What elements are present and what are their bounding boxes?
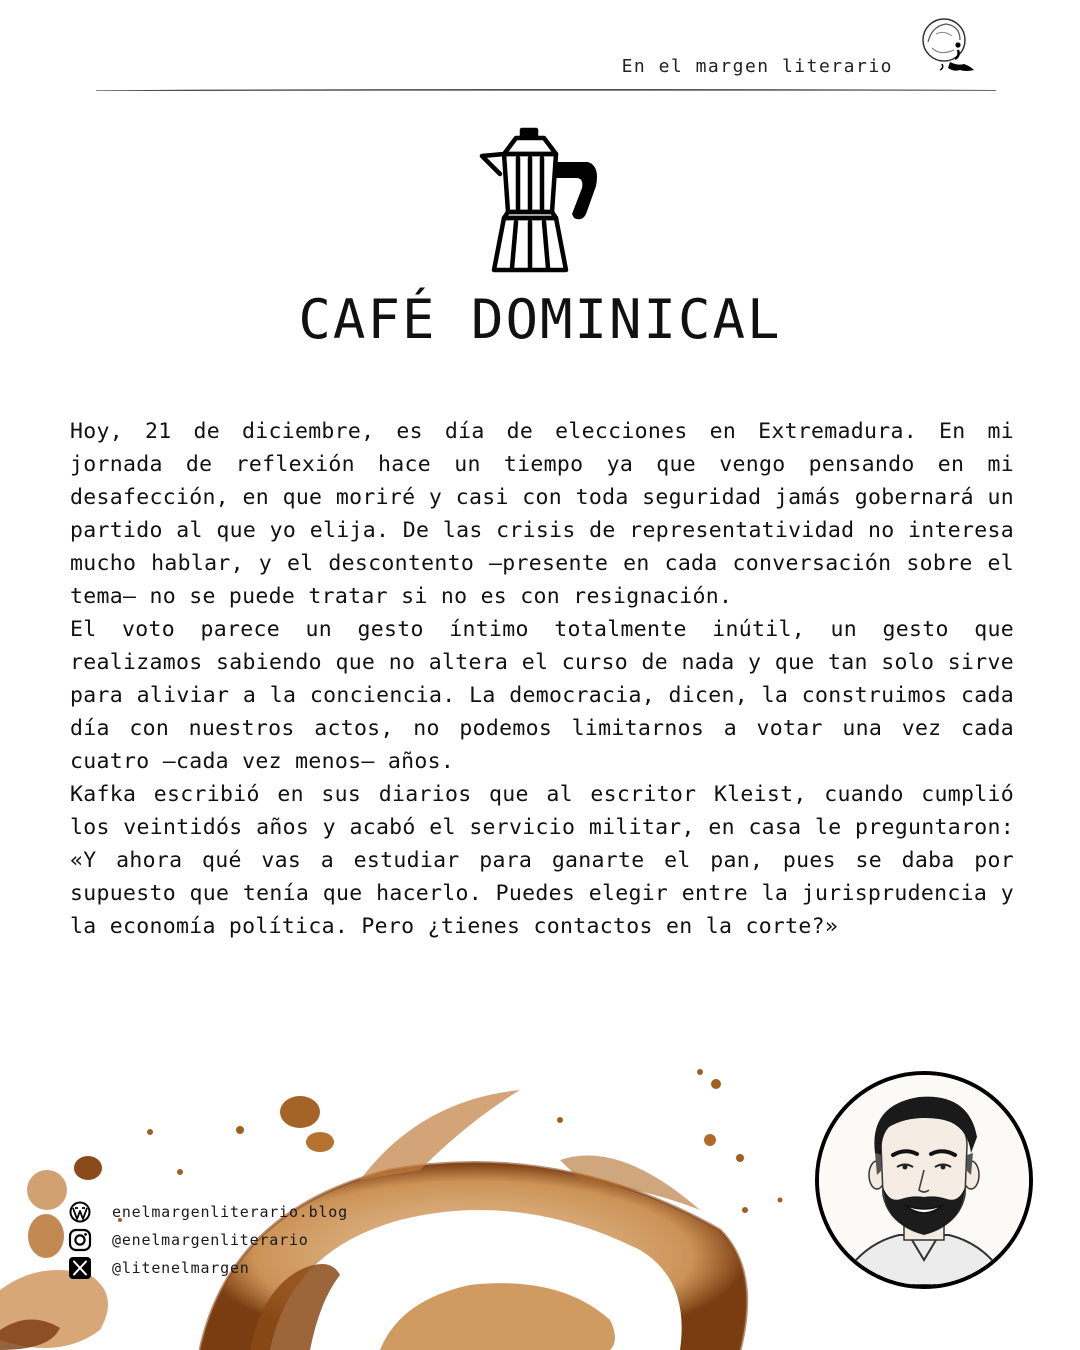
instagram-icon [68,1228,92,1252]
moka-pot-icon [478,126,604,280]
paragraph-3: Kafka escribió en sus diarios que al escritor Kleist, cuando cumplió los veintidós años y acabó el servicio militar, en casa le preguntaron: «Y ahora qué vas a estudiar para ganarte el pan, pues se daba por supuesto que tenía que hacerlo. Puedes elegir entre la jurisprudencia y la economía política. Pero ¿tienes contactos en la corte?» [70,782,1014,939]
social-label-x: @litenelmargen [112,1259,250,1277]
social-row-wordpress[interactable] [68,1198,348,1226]
wordpress-icon [68,1200,92,1224]
x-icon [68,1256,92,1280]
social-row-x[interactable] [68,1254,348,1282]
social-label-wordpress: enelmargenliterario.blog [112,1203,348,1221]
paragraph-2: El voto parece un gesto íntimo totalmente inútil, un gesto que realizamos sabiendo que no altera el curso de nada y que tan solo sirve para aliviar a la conciencia. La democracia, dicen, la construimos cada día con nuestros actos, no podemos limitarnos a votar una vez cada cuatro —cada vez menos— años. [70,617,1014,774]
author-portrait-icon [819,1075,1029,1285]
social-row-instagram[interactable] [68,1226,348,1254]
social-label-instagram: @enelmargenliterario [112,1231,309,1249]
article-body [70,415,1014,943]
page-title: CAFÉ DOMINICAL [298,288,782,351]
header-divider [96,88,996,92]
social-links [68,1198,348,1282]
header-brand: En el margen literario [621,56,893,77]
paragraph-1: Hoy, 21 de diciembre, es día de elecciones en Extremadura. En mi jornada de reflexión hace un tiempo ya que vengo pensando en mi desafección, en que moriré y casi con toda seguridad jamás gobernará un partido al que yo elija. De las crisis de representatividad no interesa mucho hablar, y el descontento —presente en cada conversación sobre el tema— no se puede tratar si no es con resignación. [70,419,1014,609]
avatar [815,1071,1033,1289]
brand-logo-icon [914,12,980,78]
